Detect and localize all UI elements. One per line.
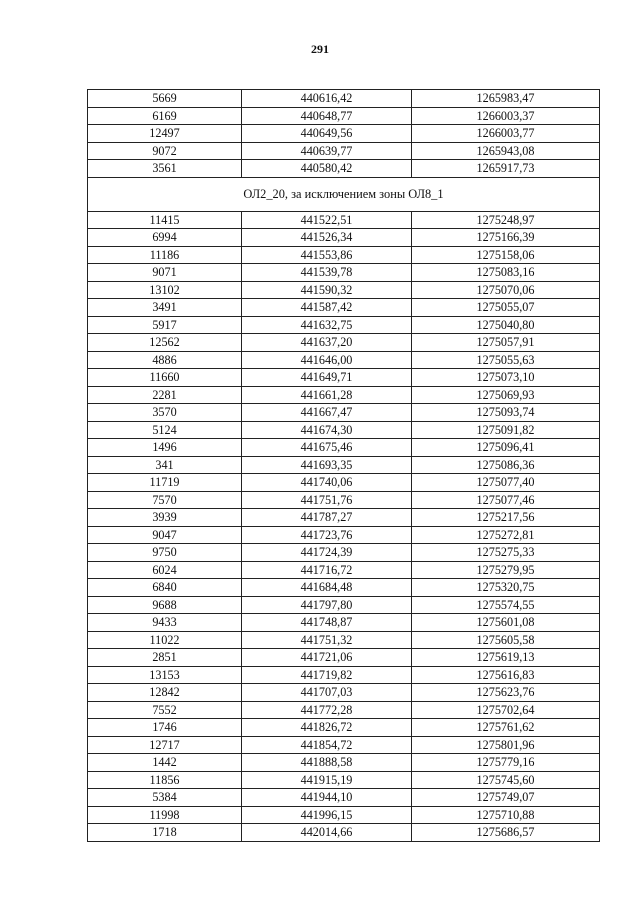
x-coordinate-cell: 441721,06: [242, 649, 412, 667]
point-number-cell: 11719: [88, 474, 242, 492]
x-coordinate-cell: 441719,82: [242, 666, 412, 684]
table-row: [88, 229, 600, 247]
point-number-cell: 12842: [88, 684, 242, 702]
table-row: [88, 439, 600, 457]
y-coordinate-cell: 1266003,77: [412, 125, 600, 143]
point-number-cell: 2851: [88, 649, 242, 667]
point-number-cell: 4886: [88, 351, 242, 369]
y-coordinate-cell: 1275166,39: [412, 229, 600, 247]
table-row: [88, 125, 600, 143]
y-coordinate-cell: 1275077,40: [412, 474, 600, 492]
x-coordinate-cell: 441553,86: [242, 246, 412, 264]
point-number-cell: 5124: [88, 421, 242, 439]
table-row: [88, 596, 600, 614]
point-number-cell: 12562: [88, 334, 242, 352]
y-coordinate-cell: 1275272,81: [412, 526, 600, 544]
point-number-cell: 11856: [88, 771, 242, 789]
x-coordinate-cell: 441888,58: [242, 754, 412, 772]
x-coordinate-cell: 441587,42: [242, 299, 412, 317]
x-coordinate-cell: 441740,06: [242, 474, 412, 492]
point-number-cell: 3939: [88, 509, 242, 527]
y-coordinate-cell: 1275077,46: [412, 491, 600, 509]
x-coordinate-cell: 441724,39: [242, 544, 412, 562]
y-coordinate-cell: 1275749,07: [412, 789, 600, 807]
y-coordinate-cell: 1275069,93: [412, 386, 600, 404]
x-coordinate-cell: 441637,20: [242, 334, 412, 352]
point-number-cell: 6840: [88, 579, 242, 597]
point-number-cell: 3570: [88, 404, 242, 422]
table-row: [88, 404, 600, 422]
x-coordinate-cell: 441751,32: [242, 631, 412, 649]
point-number-cell: 11022: [88, 631, 242, 649]
x-coordinate-cell: 441826,72: [242, 719, 412, 737]
x-coordinate-cell: 441526,34: [242, 229, 412, 247]
x-coordinate-cell: 441723,76: [242, 526, 412, 544]
x-coordinate-cell: 441716,72: [242, 561, 412, 579]
table-row: [88, 684, 600, 702]
point-number-cell: 11660: [88, 369, 242, 387]
table-row: [88, 824, 600, 842]
table-row: [88, 614, 600, 632]
point-number-cell: 1746: [88, 719, 242, 737]
point-number-cell: 5384: [88, 789, 242, 807]
table-row: [88, 316, 600, 334]
y-coordinate-cell: 1275605,58: [412, 631, 600, 649]
x-coordinate-cell: 441854,72: [242, 736, 412, 754]
y-coordinate-cell: 1275745,60: [412, 771, 600, 789]
table-row: [88, 264, 600, 282]
table-row: [88, 142, 600, 160]
y-coordinate-cell: 1275279,95: [412, 561, 600, 579]
y-coordinate-cell: 1275275,33: [412, 544, 600, 562]
table-row: [88, 491, 600, 509]
point-number-cell: 9433: [88, 614, 242, 632]
section-title: ОЛ2_20, за исключением зоны ОЛ8_1: [88, 177, 600, 211]
point-number-cell: 6024: [88, 561, 242, 579]
x-coordinate-cell: 441661,28: [242, 386, 412, 404]
y-coordinate-cell: 1275616,83: [412, 666, 600, 684]
y-coordinate-cell: 1275761,62: [412, 719, 600, 737]
x-coordinate-cell: 441632,75: [242, 316, 412, 334]
table-row: [88, 649, 600, 667]
table-row: [88, 754, 600, 772]
table-row: [88, 246, 600, 264]
point-number-cell: 1496: [88, 439, 242, 457]
point-number-cell: 7570: [88, 491, 242, 509]
y-coordinate-cell: 1275040,80: [412, 316, 600, 334]
x-coordinate-cell: 441693,35: [242, 456, 412, 474]
point-number-cell: 9071: [88, 264, 242, 282]
x-coordinate-cell: 441748,87: [242, 614, 412, 632]
table-row: [88, 474, 600, 492]
x-coordinate-cell: 441787,27: [242, 509, 412, 527]
table-row: [88, 666, 600, 684]
point-number-cell: 11998: [88, 806, 242, 824]
table-row: [88, 701, 600, 719]
y-coordinate-cell: 1275158,06: [412, 246, 600, 264]
point-number-cell: 1718: [88, 824, 242, 842]
point-number-cell: 9750: [88, 544, 242, 562]
y-coordinate-cell: 1275091,82: [412, 421, 600, 439]
table-body-before: [88, 90, 600, 178]
x-coordinate-cell: 440649,56: [242, 125, 412, 143]
table-row: [88, 369, 600, 387]
table-row: [88, 211, 600, 229]
point-number-cell: 13102: [88, 281, 242, 299]
point-number-cell: 11186: [88, 246, 242, 264]
table-row: [88, 719, 600, 737]
y-coordinate-cell: 1275055,07: [412, 299, 600, 317]
point-number-cell: 5917: [88, 316, 242, 334]
point-number-cell: 11415: [88, 211, 242, 229]
y-coordinate-cell: 1265943,08: [412, 142, 600, 160]
point-number-cell: 5669: [88, 90, 242, 108]
y-coordinate-cell: 1275702,64: [412, 701, 600, 719]
x-coordinate-cell: 440639,77: [242, 142, 412, 160]
point-number-cell: 6169: [88, 107, 242, 125]
x-coordinate-cell: 441667,47: [242, 404, 412, 422]
point-number-cell: 12497: [88, 125, 242, 143]
table-row: [88, 526, 600, 544]
section-header: [88, 177, 600, 211]
table-row: [88, 579, 600, 597]
table-row: [88, 421, 600, 439]
x-coordinate-cell: 442014,66: [242, 824, 412, 842]
y-coordinate-cell: 1275710,88: [412, 806, 600, 824]
y-coordinate-cell: 1275057,91: [412, 334, 600, 352]
y-coordinate-cell: 1275073,10: [412, 369, 600, 387]
point-number-cell: 3561: [88, 160, 242, 178]
y-coordinate-cell: 1275055,63: [412, 351, 600, 369]
point-number-cell: 7552: [88, 701, 242, 719]
table-row: [88, 351, 600, 369]
table-row: [88, 281, 600, 299]
x-coordinate-cell: 441915,19: [242, 771, 412, 789]
y-coordinate-cell: 1266003,37: [412, 107, 600, 125]
table-row: [88, 509, 600, 527]
x-coordinate-cell: 441590,32: [242, 281, 412, 299]
point-number-cell: 341: [88, 456, 242, 474]
x-coordinate-cell: 440616,42: [242, 90, 412, 108]
y-coordinate-cell: 1275083,16: [412, 264, 600, 282]
point-number-cell: 2281: [88, 386, 242, 404]
y-coordinate-cell: 1265983,47: [412, 90, 600, 108]
table-row: [88, 386, 600, 404]
point-number-cell: 13153: [88, 666, 242, 684]
y-coordinate-cell: 1275096,41: [412, 439, 600, 457]
point-number-cell: 9072: [88, 142, 242, 160]
section-row: [88, 177, 600, 211]
point-number-cell: 9688: [88, 596, 242, 614]
table-row: [88, 736, 600, 754]
coordinates-table: [87, 89, 600, 842]
y-coordinate-cell: 1275093,74: [412, 404, 600, 422]
point-number-cell: 3491: [88, 299, 242, 317]
table-body-after: [88, 211, 600, 841]
y-coordinate-cell: 1275601,08: [412, 614, 600, 632]
x-coordinate-cell: 441649,71: [242, 369, 412, 387]
table-row: [88, 561, 600, 579]
table-row: [88, 771, 600, 789]
y-coordinate-cell: 1275320,75: [412, 579, 600, 597]
x-coordinate-cell: 440580,42: [242, 160, 412, 178]
y-coordinate-cell: 1275574,55: [412, 596, 600, 614]
point-number-cell: 1442: [88, 754, 242, 772]
y-coordinate-cell: 1275248,97: [412, 211, 600, 229]
x-coordinate-cell: 441539,78: [242, 264, 412, 282]
table-row: [88, 107, 600, 125]
x-coordinate-cell: 441522,51: [242, 211, 412, 229]
table-row: [88, 789, 600, 807]
y-coordinate-cell: 1265917,73: [412, 160, 600, 178]
y-coordinate-cell: 1275623,76: [412, 684, 600, 702]
table-row: [88, 90, 600, 108]
x-coordinate-cell: 441684,48: [242, 579, 412, 597]
table-row: [88, 334, 600, 352]
point-number-cell: 12717: [88, 736, 242, 754]
table-row: [88, 299, 600, 317]
y-coordinate-cell: 1275070,06: [412, 281, 600, 299]
table-row: [88, 631, 600, 649]
x-coordinate-cell: 441996,15: [242, 806, 412, 824]
page-number: 291: [311, 42, 329, 56]
table-row: [88, 806, 600, 824]
y-coordinate-cell: 1275801,96: [412, 736, 600, 754]
point-number-cell: 9047: [88, 526, 242, 544]
x-coordinate-cell: 441675,46: [242, 439, 412, 457]
x-coordinate-cell: 441707,03: [242, 684, 412, 702]
y-coordinate-cell: 1275779,16: [412, 754, 600, 772]
x-coordinate-cell: 441751,76: [242, 491, 412, 509]
y-coordinate-cell: 1275619,13: [412, 649, 600, 667]
x-coordinate-cell: 441674,30: [242, 421, 412, 439]
table-row: [88, 456, 600, 474]
y-coordinate-cell: 1275686,57: [412, 824, 600, 842]
table-row: [88, 160, 600, 178]
y-coordinate-cell: 1275217,56: [412, 509, 600, 527]
x-coordinate-cell: 440648,77: [242, 107, 412, 125]
x-coordinate-cell: 441646,00: [242, 351, 412, 369]
y-coordinate-cell: 1275086,36: [412, 456, 600, 474]
x-coordinate-cell: 441772,28: [242, 701, 412, 719]
table-row: [88, 544, 600, 562]
point-number-cell: 6994: [88, 229, 242, 247]
x-coordinate-cell: 441797,80: [242, 596, 412, 614]
x-coordinate-cell: 441944,10: [242, 789, 412, 807]
